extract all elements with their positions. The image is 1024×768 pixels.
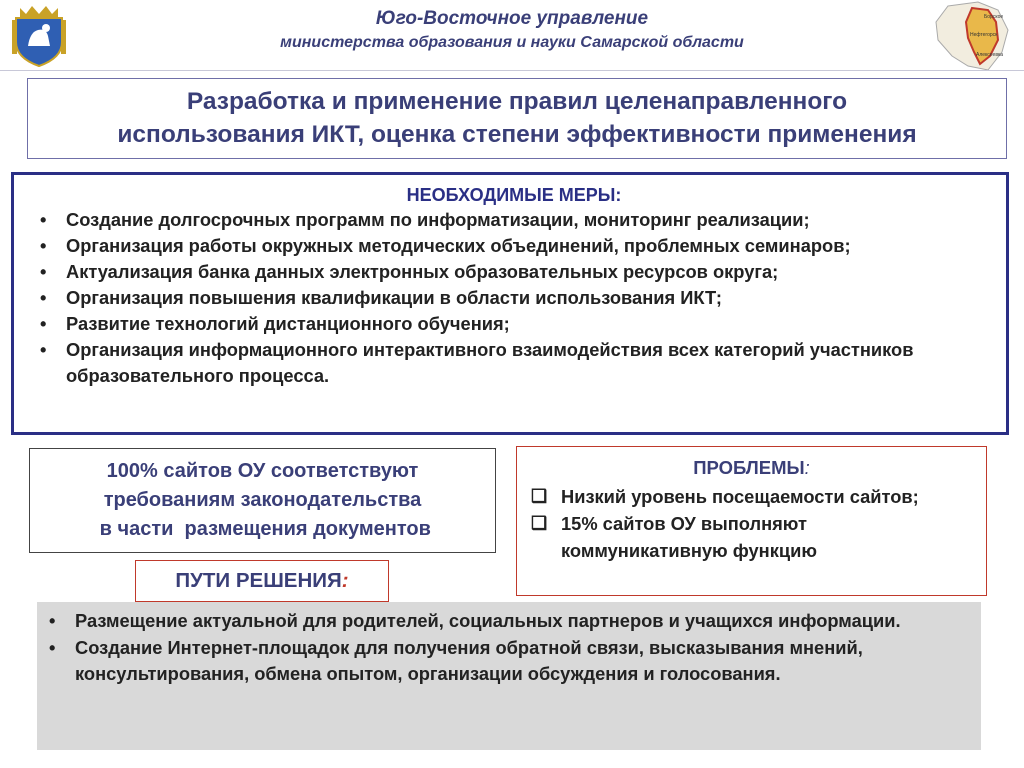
list-item: • Создание долгосрочных программ по информатизации, мониторинг реализации; <box>40 209 810 230</box>
checkbox-icon: ❑ <box>531 486 548 506</box>
compliance-line-2: требованиям законодательства <box>103 489 422 511</box>
list-item: • Развитие технологий дистанционного обучения; <box>40 313 510 334</box>
problems-list <box>527 483 976 564</box>
list-item: ❑ 15% сайтов ОУ выполняют коммуникативную функцию <box>527 510 976 564</box>
region-map-icon <box>928 0 1018 72</box>
map-label-alekseevka: Алексеевка <box>976 52 1004 58</box>
map-label-neftegorsk: Нефтегорск <box>970 32 998 38</box>
list-item: • Размещение актуальной для родителей, социальных партнеров и учащихся информации. <box>49 610 901 631</box>
compliance-line-1: 100% сайтов ОУ соответствуют <box>106 460 419 482</box>
solutions-list <box>45 608 971 688</box>
list-item: • Организация повышения квалификации в области использования ИКТ; <box>40 287 722 308</box>
slide-title <box>27 78 1007 159</box>
measures-list <box>36 207 992 389</box>
measures-panel <box>11 172 1009 435</box>
list-item: • Создание Интернет-площадок для получения обратной связи, высказывания мнений, консультирования, обмена опытом, организации обсуждения и голосования. <box>49 636 863 684</box>
title-line-1: Разработка и применение правил целенаправленного <box>186 88 848 115</box>
compliance-statement <box>29 448 496 553</box>
header-line-1: Юго-Восточное управление <box>375 8 649 29</box>
list-item: • Организация информационного интерактивного взаимодействия всех категорий участников образовательного процесса. <box>40 339 914 386</box>
solutions-panel <box>37 602 981 750</box>
compliance-line-3: в части размещения документов <box>94 518 431 540</box>
list-item: ❑ Низкий уровень посещаемости сайтов; <box>527 483 976 510</box>
map-label-borskoe: Борское <box>984 14 1004 20</box>
problems-panel <box>516 446 987 596</box>
title-line-2: использования ИКТ, оценка степени эффективности применения <box>117 121 917 148</box>
coat-of-arms-icon <box>10 2 68 68</box>
page-header <box>180 6 844 54</box>
list-item: • Организация работы окружных методических объединений, проблемных семинаров; <box>40 235 851 256</box>
header-divider <box>0 70 1024 71</box>
checkbox-icon: ❑ <box>531 513 548 533</box>
solutions-heading: ПУТИ РЕШЕНИЯ: <box>135 560 389 602</box>
problems-heading: ПРОБЛЕМЫ: <box>693 457 810 478</box>
header-line-2: министерства образования и науки Самарской области <box>280 34 744 51</box>
measures-heading: НЕОБХОДИМЫЕ МЕРЫ: <box>406 185 622 205</box>
list-item: • Актуализация банка данных электронных образовательных ресурсов округа; <box>40 261 779 282</box>
